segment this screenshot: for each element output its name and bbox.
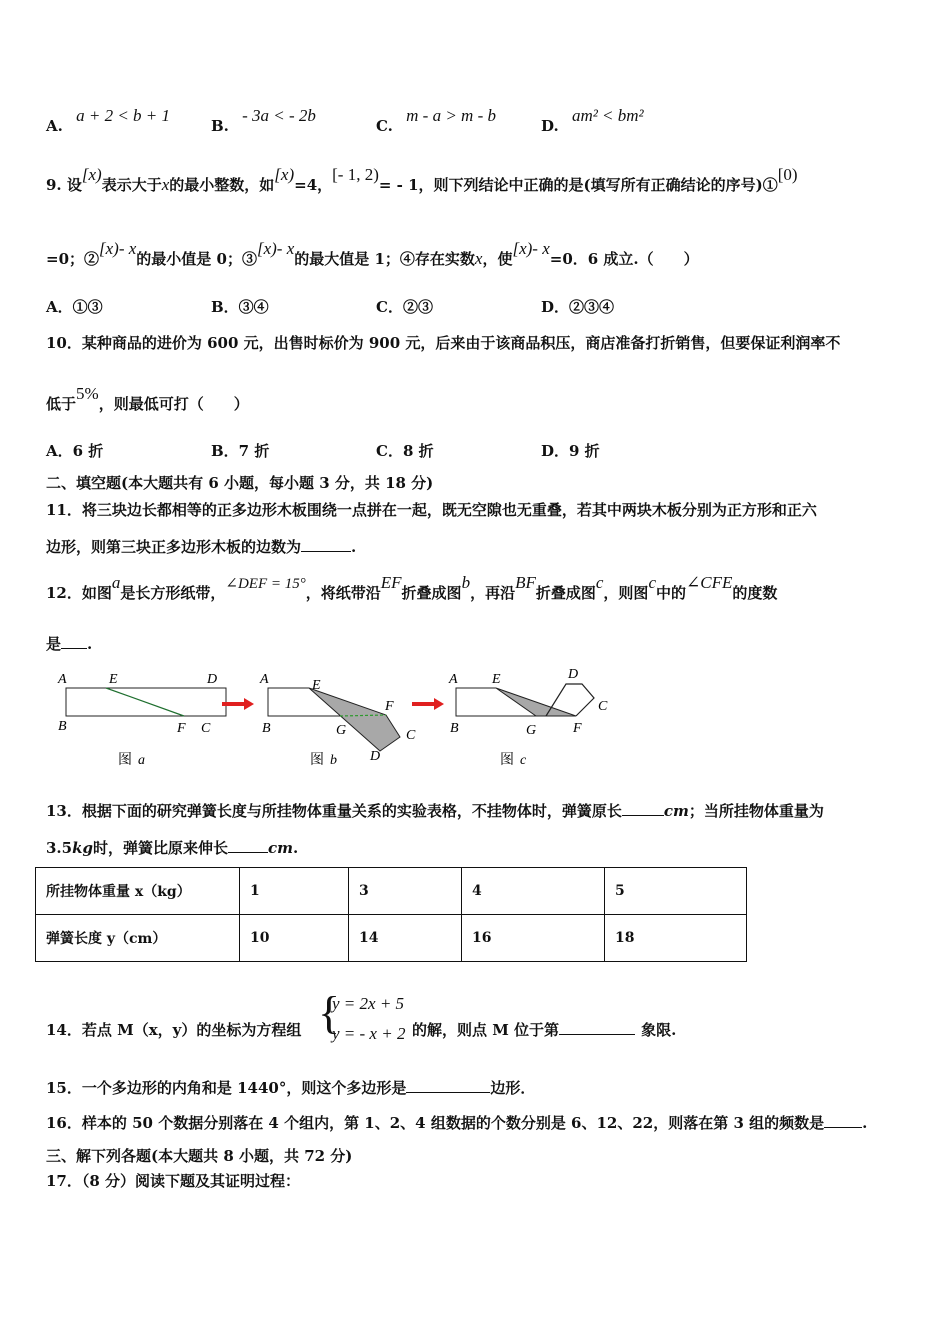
q13-text-b: ；当所挂物体重量为: [688, 802, 824, 820]
q12-text-1: 是长方形纸带，: [120, 584, 226, 602]
q9-text-3: =4，: [294, 176, 333, 194]
q8-option-d-expr: am² < bm²: [571, 106, 644, 125]
fig-c-label-e: E: [492, 672, 501, 687]
q12-angle-cfe: ∠CFE: [686, 573, 733, 592]
q10-option-d: D．9 折: [541, 442, 600, 460]
q12-text-is: 是: [46, 635, 62, 653]
q9-line-1: [46, 165, 798, 195]
q12-line-bf: BF: [515, 573, 536, 592]
q16-end: .: [862, 1114, 868, 1132]
q12-text-8: 的度数: [732, 584, 778, 602]
q12-end: .: [87, 635, 93, 653]
fig-a-label-f: F: [177, 721, 186, 736]
q17-text: 17．（8 分）阅读下题及其证明过程：: [46, 1172, 301, 1190]
q10-text-b: ，则最低可打（ ）: [98, 395, 249, 413]
q14-text-b: 的解，则点 M 位于第: [412, 1021, 560, 1039]
q14-text-c: 象限.: [641, 1021, 677, 1039]
q15-text-a: 15．一个多边形的内角和是 1440°，则这个多边形是: [46, 1079, 407, 1097]
q16-line: [46, 1112, 867, 1133]
table-cell: 1: [240, 868, 349, 915]
fig-b-folded-part: [309, 688, 400, 751]
q9-l2-text-c: 的最大值是 1；④存在实数: [294, 250, 475, 268]
q14-equation-1: y = 2x + 5: [332, 994, 405, 1013]
q8-option-c-expr: m - a > m - b: [406, 106, 496, 125]
fig-c-caption-letter: c: [520, 753, 527, 768]
q13-line-2: [46, 837, 298, 858]
fig-c-label-a: A: [449, 672, 458, 687]
arrow-a-to-b: [222, 698, 254, 710]
q9-l2-text-b: 的最小值是 0；③: [136, 250, 257, 268]
q13-value: 3.5: [46, 839, 73, 857]
table-cell: 14: [349, 915, 462, 962]
q14-brace: {: [318, 987, 341, 1038]
q8-option-a: [46, 106, 171, 136]
table-cell: 10: [240, 915, 349, 962]
arrow-2-head: [434, 698, 444, 710]
q16-text: 16．样本的 50 个数据分别落在 4 个组内，第 1、2、4 组数据的个数分别是 6、12、22，则落在第 3 组的频数是: [46, 1114, 825, 1132]
section-3-heading: 三、解下列各题(本大题共 8 小题，共 72 分): [46, 1147, 353, 1165]
arrow-1-head: [244, 698, 254, 710]
q10-line-1: 10．某种商品的进价为 600 元，出售时标价为 900 元，后来由于该商品积压，商店准备打折销售，但要保证利润率不: [46, 334, 841, 352]
fig-b-label-c: C: [406, 728, 416, 743]
q8-option-b: [211, 106, 316, 136]
q9-example-3: [0): [777, 165, 798, 184]
q8-option-c-label: C.: [376, 117, 393, 135]
q12-fig-c-ref: c: [595, 573, 604, 592]
table-header-length: 弹簧长度 y（cm）: [36, 915, 240, 962]
q9-option-c: C．②③: [376, 298, 433, 316]
q14-equation-2: y = - x + 2: [332, 1024, 406, 1043]
fig-a-label-b: B: [58, 719, 67, 734]
q9-l2-var-x: x: [474, 249, 483, 268]
fig-a-label-d: D: [207, 672, 218, 687]
section-2-heading: 二、填空题(本大题共有 6 小题，每小题 3 分，共 18 分): [46, 474, 434, 492]
q9-l2-expr-2: [x)- x: [256, 239, 295, 258]
fig-b-label-g: G: [336, 723, 347, 738]
fig-c-label-g: G: [526, 723, 537, 738]
fig-b-label-f: F: [385, 699, 394, 714]
q12-text-5: 折叠成图: [535, 584, 596, 602]
q15-answer-blank[interactable]: [406, 1078, 490, 1093]
q13-unit-kg: kg: [72, 839, 93, 857]
q8-option-d: [541, 106, 644, 136]
q15-line: [46, 1077, 535, 1098]
q8-option-d-label: D.: [541, 117, 559, 135]
fig-b-label-a: A: [260, 672, 269, 687]
q13-unit-cm-2: cm: [268, 839, 294, 857]
q12-fig-c-ref-2: c: [648, 573, 656, 592]
q15-text-b: 边形．: [490, 1079, 536, 1097]
q9-text-1: 表示大于: [101, 176, 162, 194]
q11-answer-blank[interactable]: [301, 537, 351, 552]
q9-number: 9. 设: [46, 176, 82, 194]
q9-example-2: [- 1, 2): [332, 165, 379, 184]
fig-c-caption-prefix: 图: [500, 753, 514, 768]
q9-text-2: 的最小整数，如: [169, 176, 275, 194]
q13-text-a: 13．根据下面的研究弹簧长度与所挂物体重量关系的实验表格，不挂物体时，弹簧原长: [46, 802, 622, 820]
q11-line-2: [46, 536, 356, 557]
q11-line-1: 11．将三块边长都相等的正多边形木板围绕一点拼在一起，既无空隙也无重叠，若其中两块木板分别为正方形和正六: [46, 501, 817, 519]
q9-option-b: B．③④: [211, 298, 269, 316]
fig-b-label-b: B: [262, 721, 271, 736]
q9-option-d: D．②③④: [541, 298, 615, 316]
q13-blank-1[interactable]: [622, 801, 664, 816]
q12-figures: [40, 662, 630, 772]
table-row: [36, 868, 747, 915]
q12-fig-a-ref: a: [111, 573, 121, 592]
q10-percent: 5%: [76, 384, 99, 403]
table-row: [36, 915, 747, 962]
fig-c-folded-triangle: [496, 688, 576, 716]
q9-l2-text-a: =0；②: [46, 250, 100, 268]
fig-c-label-f: F: [573, 721, 582, 736]
q14-answer-blank[interactable]: [559, 1020, 635, 1035]
table-cell: 5: [605, 868, 747, 915]
q12-text-6: ，则图: [603, 584, 649, 602]
q11-text: 边形，则第三块正多边形木板的边数为: [46, 538, 302, 556]
q12-text-7: 中的: [655, 584, 686, 602]
q10-option-c: C．8 折: [376, 442, 434, 460]
q9-l2-expr-3: [x)- x: [512, 239, 550, 258]
q9-l2-text-e: =0．6 成立.（ ）: [549, 250, 699, 268]
q10-text-a: 低于: [46, 395, 77, 413]
q16-answer-blank[interactable]: [824, 1113, 862, 1128]
q10-line-2: [46, 384, 249, 414]
q12-line-1: [46, 573, 778, 603]
table-header-weight: 所挂物体重量 x（kg）: [36, 868, 240, 915]
q9-l2-expr-1: [x)- x: [99, 239, 137, 258]
table-cell: 16: [462, 915, 605, 962]
table-cell: 4: [462, 868, 605, 915]
fig-b-label-d: D: [370, 749, 381, 764]
q10-option-b: B．7 折: [211, 442, 270, 460]
arrow-b-to-c: [412, 698, 444, 710]
q8-option-a-expr: a + 2 < b + 1: [76, 106, 171, 125]
q9-l2-text-d: ，使: [482, 250, 513, 268]
figure-c: [448, 667, 608, 768]
fig-c-label-b: B: [450, 721, 459, 736]
fig-c-label-d: D: [568, 667, 579, 682]
q9-option-a: A．①③: [46, 298, 103, 316]
fig-b-caption-prefix: 图: [310, 753, 324, 768]
fig-a-line-ef: [106, 688, 184, 716]
table-cell: 3: [349, 868, 462, 915]
q12-text-4: ，再沿: [470, 584, 516, 602]
q9-text-4: = - 1，则下列结论中正确的是(填写所有正确结论的序号)①: [378, 176, 778, 194]
q12-text-2: ，将纸带沿: [305, 584, 381, 602]
q8-option-b-label: B.: [211, 117, 229, 135]
q12-angle-def: ∠DEF = 15°: [225, 576, 306, 592]
q12-number: 12．如图: [46, 584, 112, 602]
fig-a-label-c: C: [201, 721, 211, 736]
figure-a: [57, 672, 226, 768]
q8-option-c: [376, 106, 496, 136]
q13-text-c: 时，弹簧比原来伸长: [93, 839, 229, 857]
fig-c-label-c: C: [598, 699, 608, 714]
fig-a-caption-letter: a: [138, 753, 145, 768]
q13-unit-cm-1: cm: [663, 802, 689, 820]
q8-option-a-label: A.: [46, 117, 63, 135]
spring-data-table: [35, 867, 747, 962]
q14-text-a: 14．若点 M（x，y）的坐标为方程组: [46, 1021, 302, 1039]
q12-text-3: 折叠成图: [401, 584, 462, 602]
q12-line-2: [46, 633, 92, 654]
q8-option-b-expr: - 3a < - 2b: [242, 106, 316, 125]
q9-ceiling-notation: [x): [81, 165, 102, 184]
q13-end: .: [293, 839, 299, 857]
q13-blank-2[interactable]: [228, 838, 268, 853]
fig-b-caption-letter: b: [330, 753, 337, 768]
q9-example-1: [x): [274, 165, 295, 184]
fig-a-caption-prefix: 图: [118, 753, 132, 768]
figure-b: [259, 672, 416, 768]
q12-fig-b-ref: b: [461, 573, 471, 592]
q12-answer-blank[interactable]: [61, 634, 87, 649]
q9-line-2: [46, 239, 699, 269]
fig-a-label-e: E: [109, 672, 118, 687]
q10-option-a: A．6 折: [46, 442, 104, 460]
q12-line-ef: EF: [380, 573, 402, 592]
fig-b-label-e: E: [312, 678, 321, 693]
q9-var-x: x: [161, 175, 170, 194]
q14-text-b-line: [412, 1019, 676, 1040]
fig-a-label-a: A: [58, 672, 67, 687]
q11-end: .: [351, 538, 357, 556]
table-cell: 18: [605, 915, 747, 962]
q13-line-1: [46, 800, 824, 821]
